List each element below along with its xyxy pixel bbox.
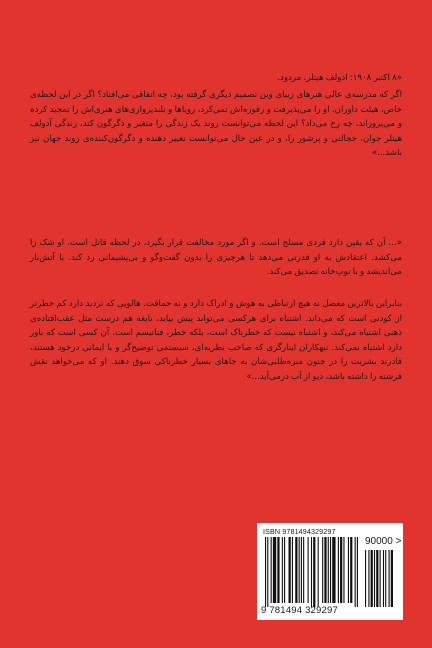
barcode-bar: [271, 537, 272, 603]
barcode-bar: [308, 537, 309, 603]
barcode-bar: [332, 537, 335, 603]
barcode-bar: [295, 537, 297, 603]
isbn-digits: 9 781494 329297: [261, 605, 338, 616]
barcode-addon-bar: [374, 550, 375, 607]
paragraph-3-text: بنابراین بالاترین معضل نه هیچ ارتباطی به هوش و ادراک دارد و نه حماقت. هالویی که تردید دارد کم خطرتر از کودنی است که می‌داند. اشتباه برای هرکسی می‌تواند پیش بیاید، نابغه هم درست مثل عقب‌افتاده‌ی ذهنی اشتباه می‌کند، و اشتباه نیست که خطرناک است، بلکه خطر، فناتیسم است. آن کسی است که باور دارد اشتباه نمی‌کند. تبهکاران اینارگری که صاحب نظریه‌ای، سیستمی توضیح‌گر و با ایمانی درخود هستند، قادرند بشریت را در جنون منزه‌طلبی‌شان به جاهای بسیار خطرناکی سوق دهند. او که می‌خواهد نقش فرشته را داشته باشد، دیو از آب درمی‌آید...»: [30, 299, 402, 382]
barcode-bar: [267, 537, 268, 607]
barcode-bar: [357, 537, 358, 607]
barcode-bar: [284, 537, 285, 603]
barcode-addon-bar: [391, 550, 393, 607]
dateline: [30, 71, 402, 86]
blurb-paragraph-2: [30, 236, 402, 280]
barcode-bar: [292, 537, 293, 603]
barcode-bar: [303, 537, 304, 603]
barcode-bar: [328, 537, 329, 603]
barcode-bar: [350, 537, 352, 603]
barcode-bar: [299, 537, 300, 603]
barcode-bar: [318, 537, 319, 607]
barcode-addon-bar: [385, 550, 386, 607]
paragraph-2-text: «... آن که یقین دارد فردی مسلح است. و اگر مورد مخالفت قرار بگیرد، در لحظه قاتل است. او شک را می‌کشد. اعتقادش به او قدرتی می‌دهد تا هرچیزی را بدون گفت‌وگو و بی‌پشیمانی رد کند. با آتش‌بار می‌اندیشد و با توپ‌خانه تصدیق می‌کند.: [30, 238, 402, 278]
barcode-bar: [265, 537, 266, 607]
barcode-bar: [311, 537, 312, 607]
barcode-bar: [330, 537, 331, 603]
price-code: 90000 >: [365, 536, 402, 547]
barcode-bar: [343, 537, 344, 603]
barcode-bar: [324, 537, 326, 603]
barcode-bar: [273, 537, 276, 603]
barcode-addon-bar: [389, 550, 390, 607]
isbn-label: ISBN 9781494329297: [263, 527, 336, 536]
barcode-bar: [348, 537, 349, 603]
blurb-paragraph-1: [30, 88, 402, 161]
barcode-bar: [355, 537, 356, 607]
barcode-addon-bar: [371, 550, 373, 607]
barcode-addon-bar: [383, 550, 384, 607]
barcode-addon-bar: [380, 550, 381, 607]
isbn-barcode: [257, 523, 403, 620]
barcode-bar: [338, 537, 339, 603]
barcode-bar: [277, 537, 279, 603]
barcode-addon-bar: [365, 550, 366, 607]
barcode-addon-bar: [368, 550, 369, 607]
barcode-bar: [322, 537, 323, 603]
dateline-text: «۸ اکتبر ۱۹۰۸: ادولف هیتلر، مردود.: [277, 73, 402, 83]
barcode-bar: [301, 537, 302, 603]
barcode-bar: [289, 537, 291, 603]
barcode-addon-bar: [376, 550, 378, 607]
barcode-bar: [313, 537, 315, 607]
barcode-bar: [282, 537, 283, 603]
blurb-paragraph-3: [30, 297, 402, 385]
paragraph-1-text: اگر که مدرسه‌ی عالی هنرهای زیبای وین تصمیم دیگری گرفته بود، چه اتفاقی می‌افتاد؟ اگر در این لحظه‌ی خاص، هیئت داوران، او را می‌پذیرفت و رفوزه‌اش نمی‌کرد، رویاها و بلندپروازی‌های هنری‌اش را تمجید کرده و می‌پروراند، چه رخ می‌داد؟ این لحظه می‌توانست روند یک زندگی را متغیر و دگرگون کند، زندگی آدولف هیتلر جوان، خجالتی و پرشور را، و در عین حال می‌توانست تغییر دهنده و دگرگون‌کننده‌ی روند جهان نیز باشد...»: [30, 90, 402, 159]
barcode-bar: [340, 537, 342, 603]
